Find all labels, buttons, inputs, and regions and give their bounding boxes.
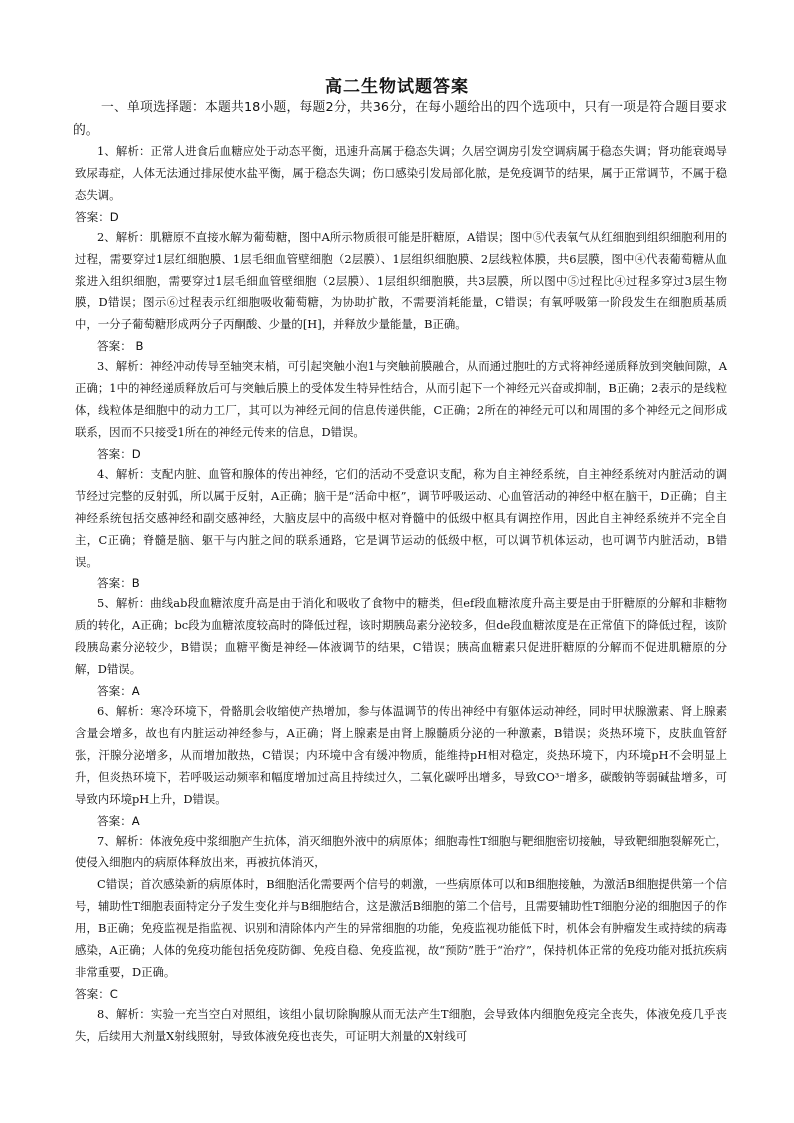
item-5-answer: 答案：A [97,684,140,699]
item-2-answer: 答案： B [97,339,144,354]
item-5-explanation: 5、解析：曲线ab段血糖浓度升高是由于消化和吸收了食物中的糖类，但ef段血糖浓度升高主要是由于肝糖原的分解和非糖物质的转化，A正确；bc段为血糖浓度较高时的降低过程，该时期胰岛素分泌较多，但de段血糖浓度是在正常值下的降低过程，该阶段胰岛素分泌较少，B错误；血糖平衡是神经—体液调节的结果，C错误；胰高血糖素只促进肝糖原的分解而不促进肌糖原的分解，D错误。 [75,596,727,677]
item-7-answer: 答案：C [75,986,118,1001]
item-4-answer: 答案：B [97,576,140,591]
item-6-answer: 答案：A [97,813,140,828]
item-7-explanation-part-2: C错误；首次感染新的病原体时，B细胞活化需要两个信号的刺激，一些病原体可以和B细胞接触，为激活B细胞提供第一个信号，辅助性T细胞表面特定分子发生变化并与B细胞结合，这是激活B细胞的第二个信号，且需要辅助性T细胞分泌的细胞因子的作用，B正确；免疫监视是指监视、识别和清除体内产生的异常细胞的功能，免疫监视功能低下时，机体会有肿瘤发生或持续的病毒感染，A正确；人体的免疫功能包括免疫防御、免疫自稳、免疫监视，故“预防”胜于“治疗”，保持机体正常的免疫功能对抵抗疾病非常重要，D正确。 [75,877,727,979]
answer-body [75,141,727,1048]
item-2-explanation: 2、解析：肌糖原不直接水解为葡萄糖，图中A所示物质很可能是肝糖原，A错误；图中⑤代表氧气从红细胞到组织细胞利用的过程，需要穿过1层红细胞膜、1层毛细血管壁细胞（2层膜）、1层组织细胞膜、2层线粒体膜，共6层膜，图中④代表葡萄糖从血浆进入组织细胞，需要穿过1层毛细血管壁细胞（2层膜）、1层组织细胞膜，共3层膜，所以图中⑤过程比④过程多穿过3层生物膜，D错误；图示⑥过程表示红细胞吸收葡萄糖，为协助扩散，不需要消耗能量，C错误；有氧呼吸第一阶段发生在细胞质基质中，一分子葡萄糖形成两分子丙酮酸、少量的[H]，并释放少量能量，B正确。 [75,229,727,332]
item-4-explanation: 4、解析：支配内脏、血管和腺体的传出神经，它们的活动不受意识支配，称为自主神经系统，自主神经系统对内脏活动的调节经过完整的反射弧，所以属于反射，A正确；脑干是“活命中枢”，调节呼吸运动、心血管活动的神经中枢在脑干，D正确；自主神经系统包括交感神经和副交感神经，大脑皮层中的高级中枢对脊髓中的低级中枢具有调控作用，因此自主神经系统并不完全自主，C正确；脊髓是脑、躯干与内脏之间的联系通路，它是调节运动的低级中枢，可以调节机体运动，也可调节内脏活动，B错误。 [75,466,727,569]
item-6-explanation: 6、解析：寒冷环境下，骨骼肌会收缩使产热增加，参与体温调节的传出神经中有躯体运动神经，同时甲状腺激素、肾上腺素含量会增多，故也有内脏运动神经参与，A正确；肾上腺素是由肾上腺髓质分泌的一种激素，B错误；炎热环境下，皮肤血管舒张，汗腺分泌增多，从而增加散热，C错误；内环境中含有缓冲物质，能维持pH相对稳定，炎热环境下，内环境pH不会明显上升，但炎热环境下，若呼吸运动频率和幅度增加过高且持续过久，二氧化碳呼出增多，导致CO³⁻增多，碳酸钠等弱碱盐增多，可导致内环境pH上升，D错误。 [75,704,727,806]
item-3-explanation: 3、解析：神经冲动传导至轴突末梢，可引起突触小泡1与突触前膜融合，从而通过胞吐的方式将神经递质释放到突触间隙，A正确；1中的神经递质释放后可与突触后膜上的受体发生特异性结合，从而引起下一个神经元兴奋或抑制，B正确；2表示的是线粒体，线粒体是细胞中的动力工厂，其可以为神经元间的信息传递供能，C正确；2所在的神经元可以和周围的多个神经元之间形成联系，因而不只接受1所在的神经元传来的信息，D错误。 [75,359,727,439]
item-1-answer: 答案：D [75,209,119,224]
item-7-explanation-part-1: 7、解析：体液免疫中浆细胞产生抗体，消灭细胞外液中的病原体；细胞毒性T细胞与靶细胞密切接触，导致靶细胞裂解死亡，使侵入细胞内的病原体释放出来，再被抗体消灭， [75,833,727,870]
page-title: 高二生物试题答案 [325,77,469,97]
section-intro: 一、单项选择题：本题共18小题，每题2分，共36分，在每小题给出的四个选项中，只有一项是符合题目要求的。 [73,100,727,138]
item-3-answer: 答案：D [97,446,141,461]
item-1-explanation: 1、解析：正常人进食后血糖应处于动态平衡，迅速升高属于稳态失调；久居空调房引发空调病属于稳态失调；肾功能衰竭导致尿毒症，人体无法通过排尿使水盐平衡，属于稳态失调；伤口感染引发局部化脓，是免疫调节的结果，属于正常调节，不属于稳态失调。 [75,144,727,202]
item-8-explanation: 8、解析：实验一充当空白对照组，该组小鼠切除胸腺从而无法产生T细胞，会导致体内细胞免疫完全丧失，体液免疫几乎丧失，后续用大剂量X射线照射，导致体液免疫也丧失，可证明大剂量的X射线可 [75,1006,727,1043]
